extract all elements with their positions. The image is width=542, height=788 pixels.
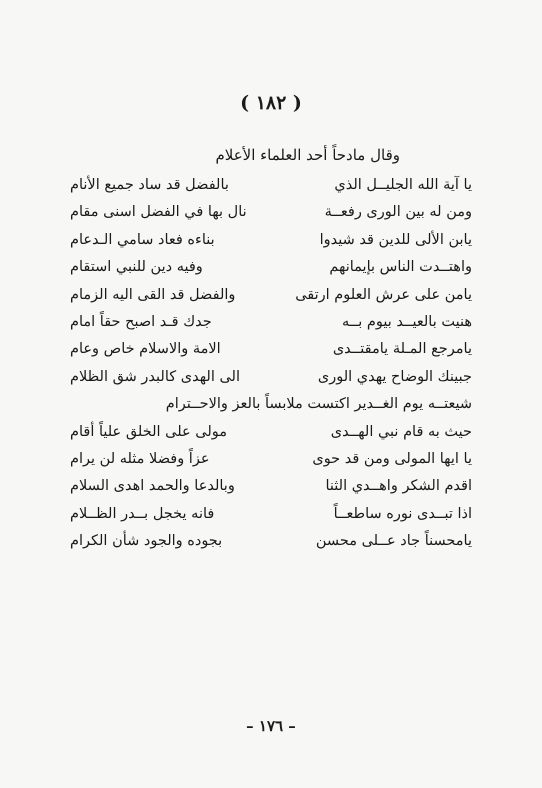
verse: [70, 172, 472, 199]
verse-first-hemistich: هنيت بالعيــد بيوم بــه: [342, 313, 472, 330]
verse: [70, 446, 472, 473]
verse: [70, 336, 472, 363]
page-number: – ١٧٦ –: [246, 717, 296, 735]
verse-second-hemistich: نال بها في الفضل اسنى مقام: [70, 204, 247, 221]
verse-second-hemistich: بالفضل قد ساد جميع الأنام: [70, 177, 229, 193]
poem-intro: وقال مادحاً أحد العلماء الأعلام: [215, 146, 400, 164]
verse: [70, 501, 472, 528]
verse: [70, 364, 472, 391]
verse-first-hemistich: يامحسناً جاد عــلى محسن: [315, 533, 472, 550]
verse-first-hemistich: يا ايها المولى ومن قد حوى: [312, 450, 472, 467]
verse-first-hemistich: جبينك الوضاح يهدي الورى: [317, 368, 472, 385]
poem-verses: [70, 172, 472, 555]
verse-first-hemistich: اقدم الشكر واهــدي الثنا: [325, 478, 472, 495]
verse-second-hemistich: وبالدعا والحمد اهدى السلام: [70, 478, 235, 495]
verse-second-hemistich: بجوده والجود شأن الكرام: [70, 533, 223, 550]
verse-second-hemistich: والفضل قد القى اليه الزمام: [70, 286, 236, 303]
verse-first-hemistich: يابن الألى للدين قد شيدوا: [319, 231, 472, 248]
verse-first-hemistich: اذا تبــدى نوره ساطعــاً: [333, 505, 472, 522]
verse: [70, 528, 472, 555]
verse-first-hemistich: واهتــدت الناس بإيمانهم: [329, 259, 472, 276]
verse: [70, 199, 472, 226]
verse-full-line: [70, 391, 472, 418]
verse-second-hemistich: الامة والاسلام خاص وعام: [70, 341, 221, 358]
verse-second-hemistich: عزاً وفضلا مثله لن يرام: [70, 450, 210, 467]
verse: [70, 419, 472, 446]
verse-second-hemistich: وفيه دين للنبي استقام: [70, 259, 203, 276]
verse: [70, 282, 472, 309]
verse-first-hemistich: يامرجع المـلة يامقتــدى: [332, 341, 472, 358]
verse: [70, 473, 472, 500]
verse-first-hemistich: يا آية الله الجليــل الذي: [334, 177, 472, 193]
verse: [70, 309, 472, 336]
verse-second-hemistich: جدك قـد اصبح حقاً امام: [70, 313, 212, 330]
verse-first-hemistich: يامن على عرش العلوم ارتقى: [295, 286, 472, 303]
verse-second-hemistich: مولى على الخلق علياً أقام: [70, 423, 228, 440]
verse: [70, 254, 472, 281]
verse: [70, 227, 472, 254]
verse-first-hemistich: حيث به قام نبي الهــدى: [330, 423, 472, 440]
verse-first-hemistich: ومن له بين الورى رفعــة: [324, 204, 472, 221]
verse-second-hemistich: الى الهدى كالبدر شق الظلام: [70, 368, 240, 385]
verse-second-hemistich: بناءه فعاد سامي الـدعام: [70, 231, 215, 248]
verse-second-hemistich: فانه يخجل بــدر الظــلام: [70, 505, 215, 522]
verse-full-text: شيعتــه يوم الغــدير اكتست ملابساً بالعز والاحــترام: [165, 396, 472, 413]
poem-number: ( ١٨٢ ): [240, 92, 302, 114]
